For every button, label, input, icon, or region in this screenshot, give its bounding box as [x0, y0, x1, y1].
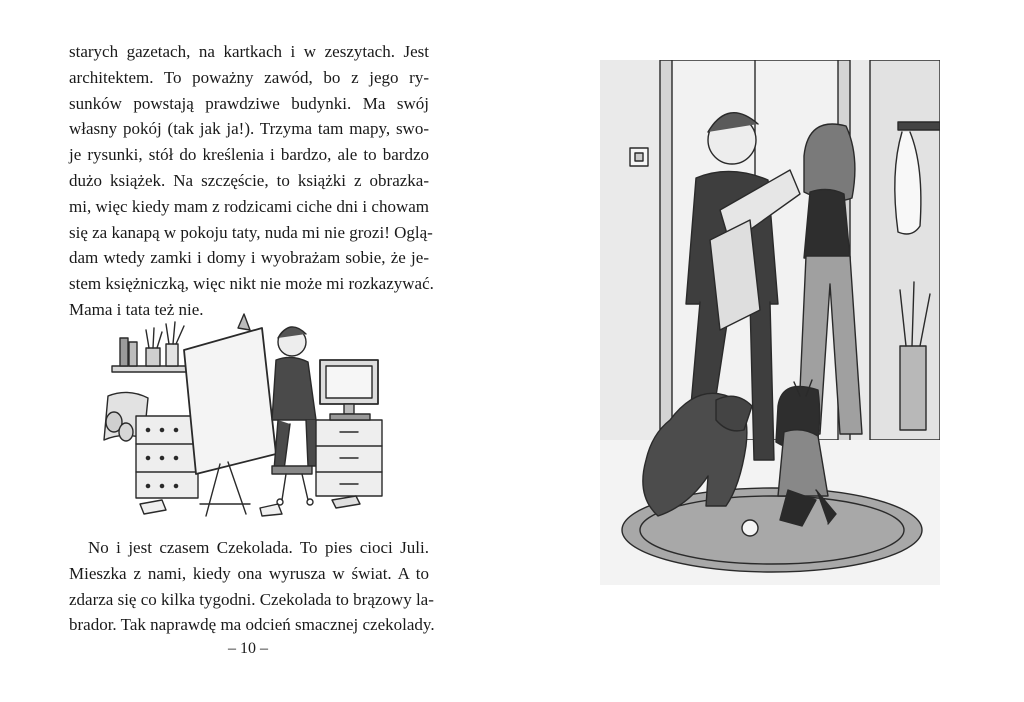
text-line: stem księżniczką, więc nikt nie może mi rozkazywać.: [69, 274, 434, 294]
architect-illustration: [100, 304, 400, 520]
text-line: brador. Tak naprawdę ma odcień smacznej czekolady.: [69, 615, 435, 635]
text-line: dam wtedy zamki i domy i wyobrażam sobie, że je-: [69, 248, 429, 268]
text-line: Mama i tata też nie.: [69, 299, 204, 319]
text-line: zdarza się co kilka tygodni. Czekolada to brązowy la-: [69, 589, 434, 609]
text-line: mi, więc kiedy mam z rodzicami ciche dni i chowam: [69, 196, 429, 216]
text-line: Mieszka z nami, kiedy ona wyrusza w świat. A to: [69, 563, 429, 583]
paragraph-1: [69, 39, 434, 323]
text-line: je rysunki, stół do kreślenia i bardzo, ale to bardzo: [69, 145, 429, 165]
text-line: dużo książek. Na szczęście, to książki z obrazka-: [69, 170, 429, 190]
right-page: [512, 0, 1024, 702]
text-line: własny pokój (tak jak ja!). Trzyma tam mapy, swo-: [69, 119, 429, 139]
text-line: sunków powstają prawdziwe budynki. Ma swój: [69, 93, 429, 113]
page-number: – 10 –: [228, 640, 268, 657]
paragraph-2: [69, 535, 435, 638]
family-illustration: [600, 60, 940, 585]
text-line: architektem. To poważny zawód, bo z jego ry-: [69, 67, 429, 87]
text-line: No i jest czasem Czekolada. To pies cioci Juli.: [88, 538, 429, 557]
text-line: się za kanapą w pokoju taty, nuda mi nie grozi! Oglą-: [69, 222, 433, 242]
text-line: starych gazetach, na kartkach i w zeszytach. Jest: [69, 42, 429, 61]
